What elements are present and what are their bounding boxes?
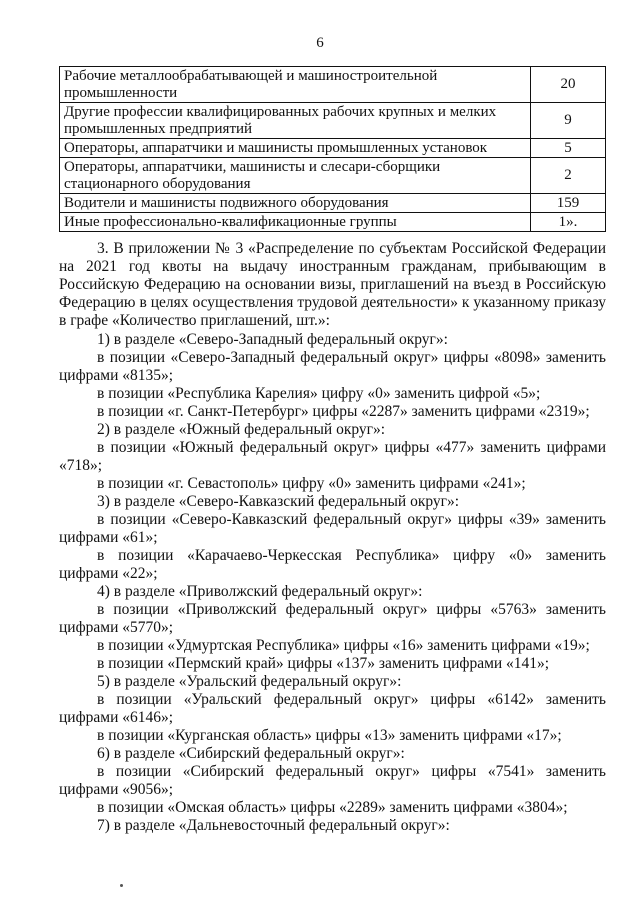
paragraph: 5) в разделе «Уральский федеральный округ»:	[97, 673, 402, 690]
paragraph: в позиции «Республика Карелия» цифру «0» заменить цифрой «5»;	[97, 385, 541, 402]
amendment-text	[59, 240, 606, 835]
page-number: 6	[316, 35, 324, 51]
scan-speck	[120, 884, 123, 887]
table-row	[60, 158, 606, 194]
paragraph: 6) в разделе «Сибирский федеральный округ»:	[97, 745, 405, 762]
table-row	[60, 194, 606, 213]
paragraph: в позиции «Южный федеральный округ» цифры «477» заменить цифрами «718»;	[59, 439, 606, 474]
paragraph: 7) в разделе «Дальневосточный федеральный округ»:	[97, 817, 450, 834]
paragraph: в позиции «Карачаево-Черкесская Республика» цифру «0» заменить цифрами «22»;	[59, 547, 606, 582]
paragraph: в позиции «Северо-Кавказский федеральный округ» цифры «39» заменить цифрами «61»;	[59, 511, 606, 546]
table-cell-profession: Иные профессионально-квалификационные группы	[60, 213, 531, 232]
table-cell-profession: Рабочие металлообрабатывающей и машиностроительной промышленности	[60, 67, 531, 103]
paragraph: 3. В приложении № 3 «Распределение по субъектам Российской Федерации на 2021 год квоты на выдачу иностранным гражданам, прибывающим в Российскую Федерацию на основании визы, приглашений на въезд в Российскую Федерацию в целях осуществления трудовой деятельности» к указанному приказу в графе «Количество приглашений, шт.»:	[59, 240, 606, 329]
table-cell-profession: Другие профессии квалифицированных рабочих крупных и мелких промышленных предприятий	[60, 103, 531, 139]
table-row	[60, 139, 606, 158]
paragraph: в позиции «Курганская область» цифры «13» заменить цифрами «17»;	[97, 727, 562, 744]
paragraph: в позиции «Омская область» цифры «2289» заменить цифрами «3804»;	[97, 799, 568, 816]
table-cell-profession: Водители и машинисты подвижного оборудования	[60, 194, 531, 213]
table-cell-value: 159	[531, 194, 606, 213]
paragraph: в позиции «Пермский край» цифры «137» заменить цифрами «141»;	[97, 655, 550, 672]
paragraph: в позиции «Северо-Западный федеральный округ» цифры «8098» заменить цифрами «8135»;	[59, 349, 606, 384]
paragraph: 4) в разделе «Приволжский федеральный округ»:	[97, 583, 423, 600]
table-cell-value: 2	[531, 158, 606, 194]
paragraph: в позиции «Уральский федеральный округ» цифры «6142» заменить цифрами «6146»;	[59, 691, 606, 726]
table-cell-value: 1».	[531, 213, 606, 232]
table-cell-profession: Операторы, аппаратчики, машинисты и слесари-сборщики стационарного оборудования	[60, 158, 531, 194]
table-row	[60, 213, 606, 232]
paragraph: 2) в разделе «Южный федеральный округ»:	[97, 421, 386, 438]
table-cell-value: 5	[531, 139, 606, 158]
paragraph: в позиции «Удмуртская Республика» цифры «16» заменить цифрами «19»;	[97, 637, 590, 654]
table-cell-profession: Операторы, аппаратчики и машинисты промышленных установок	[60, 139, 531, 158]
paragraph: в позиции «Сибирский федеральный округ» цифры «7541» заменить цифрами «9056»;	[59, 763, 606, 798]
paragraph: 1) в разделе «Северо-Западный федеральный округ»:	[97, 331, 448, 348]
paragraph: 3) в разделе «Северо-Кавказский федеральный округ»:	[97, 493, 460, 510]
table-cell-value: 9	[531, 103, 606, 139]
paragraph: в позиции «Приволжский федеральный округ» цифры «5763» заменить цифрами «5770»;	[59, 601, 606, 636]
quota-table	[59, 66, 606, 232]
table-row	[60, 103, 606, 139]
paragraph: в позиции «г. Санкт-Петербург» цифры «2287» заменить цифрами «2319»;	[97, 403, 590, 420]
table-row	[60, 67, 606, 103]
table-cell-value: 20	[531, 67, 606, 103]
paragraph: в позиции «г. Севастополь» цифру «0» заменить цифрами «241»;	[97, 475, 526, 492]
